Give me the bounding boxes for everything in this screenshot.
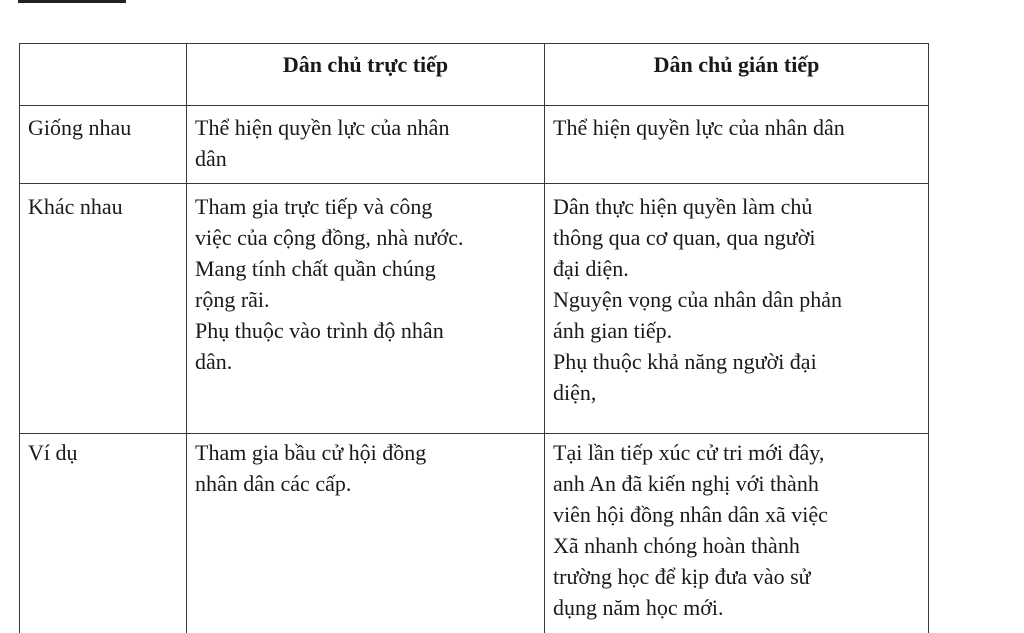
cell-direct: [187, 106, 545, 184]
cell-line: Tham gia trực tiếp và công: [195, 194, 433, 219]
cell-line: Phụ thuộc khả năng người đại: [553, 349, 817, 374]
cell-direct: [187, 184, 545, 434]
row-label-similarities: Giống nhau: [20, 106, 187, 184]
header-empty-cell: [20, 44, 187, 106]
cell-line: việc của cộng đồng, nhà nước.: [195, 225, 464, 250]
cell-line: viên hội đồng nhân dân xã việc: [553, 502, 828, 527]
cell-line: Thể hiện quyền lực của nhân: [195, 115, 450, 140]
cell-line: anh An đã kiến nghị với thành: [553, 471, 819, 496]
table-row: [20, 184, 929, 434]
header-indirect-democracy: Dân chủ gián tiếp: [545, 44, 929, 106]
cell-indirect: [545, 184, 929, 434]
table-row: [20, 106, 929, 184]
cell-line: dân.: [195, 349, 233, 374]
table-row: [20, 434, 929, 633]
cell-line: Tại lần tiếp xúc cử tri mới đây,: [553, 440, 825, 465]
cell-line: Xã nhanh chóng hoàn thành: [553, 533, 800, 558]
cell-indirect: [545, 106, 929, 184]
cell-line: Dân thực hiện quyền làm chủ: [553, 194, 813, 219]
cell-line: thông qua cơ quan, qua người: [553, 225, 816, 250]
top-rule: [18, 0, 126, 3]
cell-line: Nguyện vọng của nhân dân phản: [553, 287, 842, 312]
cell-line: đại diện.: [553, 256, 629, 281]
table-header-row: [20, 44, 929, 106]
cell-direct: [187, 434, 545, 633]
cell-line: dụng năm học mới.: [553, 595, 724, 620]
cell-line: Tham gia bầu cử hội đồng: [195, 440, 427, 465]
cell-line: ánh gian tiếp.: [553, 318, 673, 343]
header-direct-democracy: Dân chủ trực tiếp: [187, 44, 545, 106]
cell-line: Thể hiện quyền lực của nhân dân: [553, 115, 845, 140]
cell-line: Phụ thuộc vào trình độ nhân: [195, 318, 444, 343]
cell-line: dân: [195, 146, 227, 171]
comparison-table: [19, 43, 929, 633]
cell-indirect: [545, 434, 929, 633]
cell-line: nhân dân các cấp.: [195, 471, 352, 496]
cell-line: diện,: [553, 380, 597, 405]
cell-line: Mang tính chất quần chúng: [195, 256, 436, 281]
cell-line: trường học để kịp đưa vào sử: [553, 564, 811, 589]
row-label-differences: Khác nhau: [20, 184, 187, 434]
cell-line: rộng rãi.: [195, 287, 270, 312]
row-label-examples: Ví dụ: [20, 434, 187, 633]
